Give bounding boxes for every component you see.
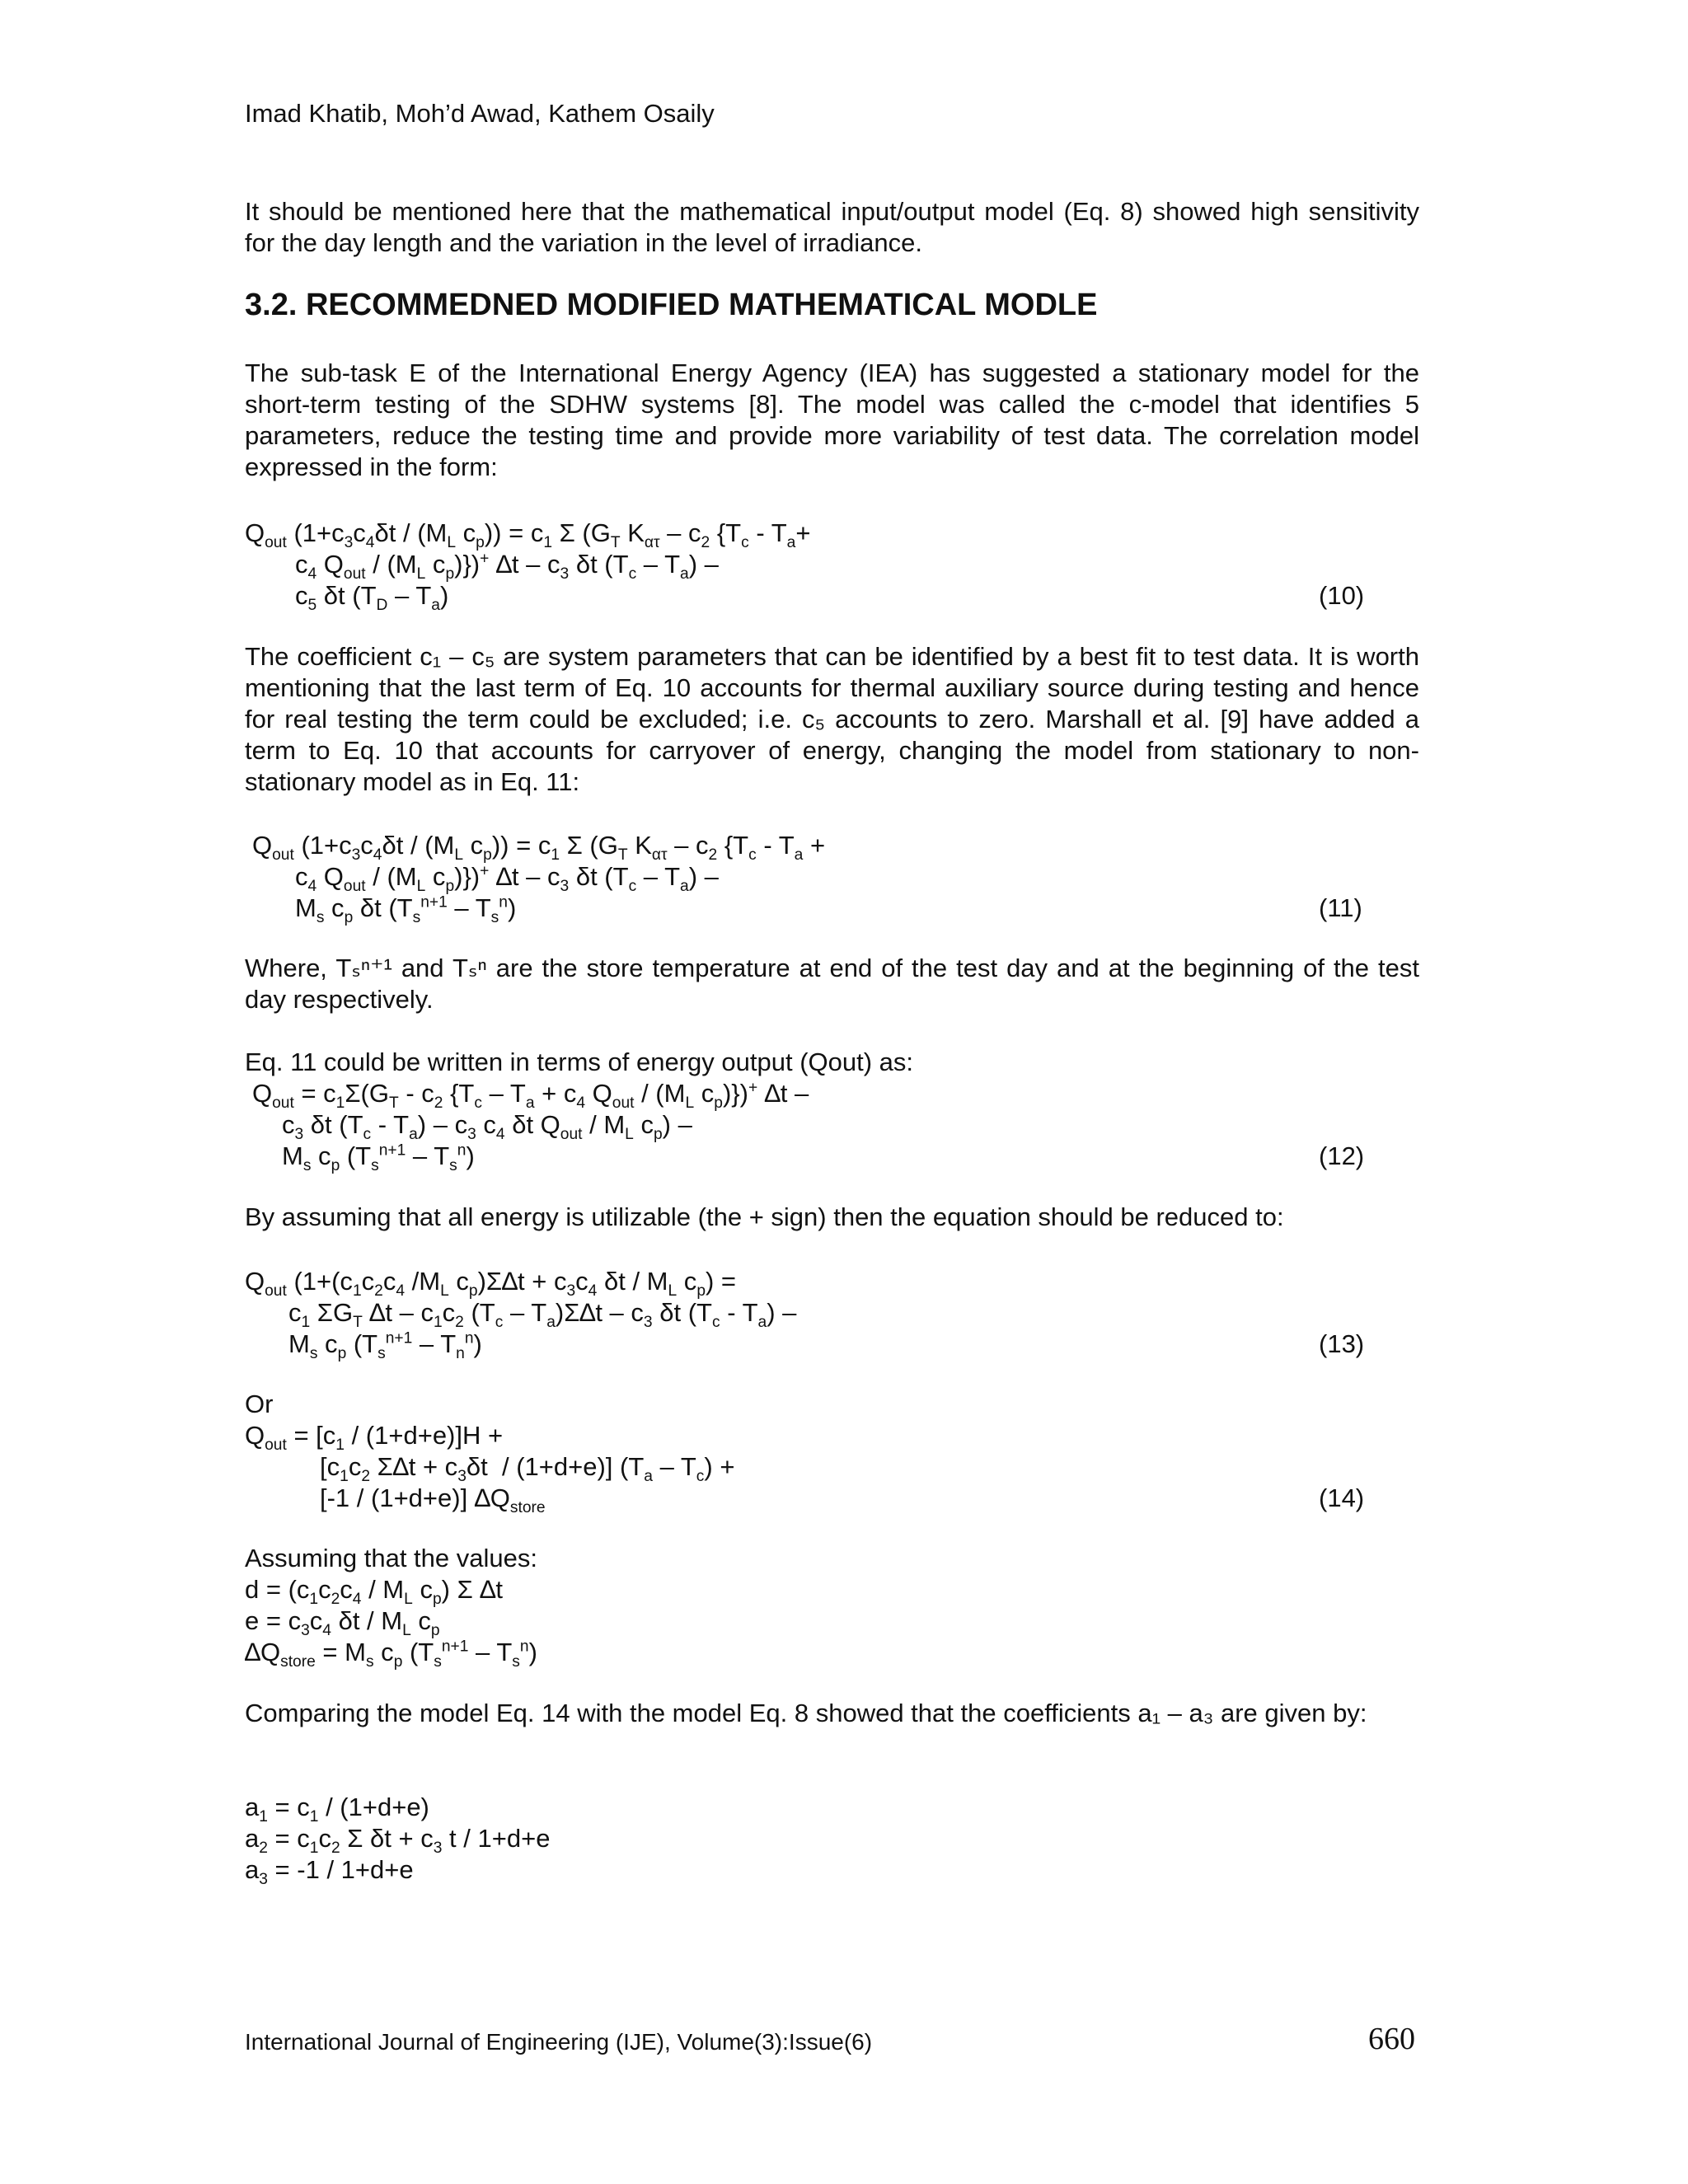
coefficient-a3: $a_3 = -1 / 1+d+e$: [245, 1855, 414, 1889]
equation-10-line-2: $c_4$ $Q_{out} / (M_L$ $c_p)\})^+$ $\Delta t - c_3$ δt $(T_c - T_a)$ –: [295, 550, 719, 583]
definition-d: $d = (c_1c_2c_4 / M_L$ $c_p$) Σ ∆t: [245, 1575, 503, 1609]
equation-10-number: (10): [1319, 581, 1365, 610]
equation-14-line-1: $Q_{out} = [c_1 / (1+d+e)]H$ +: [245, 1421, 504, 1455]
page-number: 660: [1368, 2022, 1415, 2056]
equation-12-number: (12): [1319, 1141, 1365, 1170]
equation-11-line-1: $Q_{out}$ ($1+c_3c_4\delta t / (M_L$ $c_p)) = c_1$ Σ ($G_T$ $K_{\alpha\tau} - c_2$ {$T_c - T_a$ +: [252, 831, 826, 865]
paragraph-assuming-values: Assuming that the values:: [245, 1544, 537, 1572]
paragraph-eq11-energy-output: Eq. 11 could be written in terms of energy output (Qout) as:: [245, 1047, 914, 1076]
section-heading: 3.2. RECOMMEDNED MODIFIED MATHEMATICAL MODLE: [245, 288, 1098, 322]
definition-e: $e = c_3c_4$ δt / $M_L$ $c_p$: [245, 1606, 440, 1640]
paragraph-coefficients: The coefficient c₁ – c₅ are system parameters that can be identified by a best fit to test data. It is worth mentioning that the last term of Eq. 10 accounts for thermal auxiliary source during testing and hence for real testing the term could be excluded; i.e. c₅ accounts to zero. Marshall et al. [9] have added a term to Eq. 10 that accounts for carryover of energy, changing the model from stationary to non-stationary model as in Eq. 11:: [245, 642, 1419, 796]
coefficient-a2: $a_2 = c_1c_2$ Σ $\delta t + c_3$ t / 1+d+e: [245, 1824, 551, 1858]
equation-14-line-2: [$c_1c_2$ $\Sigma\Delta t + c_3\delta t / (1+d+e)$] $(T_a - T_c)$ +: [320, 1452, 735, 1486]
equation-11-line-2: $c_4$ $Q_{out} / (M_L$ $c_p)\})^+$ $\Delta t - c_3$ δt $(T_c - T_a)$ –: [295, 862, 719, 896]
equation-11-line-3: $M_s$ $c_p$ δt $(T_s^{n+1} - T_s^n)$: [295, 893, 517, 927]
coefficient-a1: $a_1 = c_1 / (1+d+e)$: [245, 1793, 429, 1826]
intro-paragraph: It should be mentioned here that the mathematical input/output model (Eq. 8) showed high sensitivity for the day length and the variation in the level of irradiance.: [245, 197, 1419, 257]
paragraph-utilizable-energy: By assuming that all energy is utilizable (the + sign) then the equation should be reduced to:: [245, 1202, 1284, 1231]
definition-delta-q-store: $\Delta Q_{store} = M_s$ $c_p$ $(T_s^{n+1} - T_s^n)$: [245, 1638, 537, 1671]
running-header-authors: Imad Khatib, Moh’d Awad, Kathem Osaily: [245, 99, 715, 128]
equation-12-line-1: $Q_{out} = c_1\Sigma(G_T - c_2$ {$T_c - T_a + c_4$ $Q_{out} / (M_L$ $c_p)\})^+$ ∆t –: [252, 1079, 809, 1113]
equation-12-line-3: $M_s$ $c_p$ $(T_s^{n+1} - T_s^n)$: [282, 1141, 475, 1175]
equation-14-line-3: [-1 / (1+d+e)] $\Delta Q_{store}$: [320, 1483, 546, 1517]
paragraph-c-model: The sub-task E of the International Energy Agency (IEA) has suggested a stationary model for the short-term testing of the SDHW systems [8]. The model was called the c-model that identifies 5 parameters, reduce the testing time and provide more variability of test data. The correlation model expressed in the form:: [245, 359, 1419, 481]
paragraph-store-temperature: Where, Tₛⁿ⁺¹ and Tₛⁿ are the store temperature at end of the test day and at the beginning of the test day respectively.: [245, 954, 1419, 1014]
equation-13-line-3: $M_s$ $c_p$ $(T_s^{n+1} - T_n^n)$: [288, 1329, 482, 1363]
equation-11-number: (11): [1319, 893, 1362, 922]
equation-10-line-1: $Q_{out}$ ($1+c_3c_4\delta t / (M_L$ $c_p)) = c_1$ Σ ($G_T$ $K_{\alpha\tau} - c_2$ {$T_c - T_a+$: [245, 518, 811, 552]
equation-13-line-1: $Q_{out}$ ($1+(c_1c_2c_4$ $/M_L$ $c_p)\Sigma\Delta t + c_3c_4$ δt / $M_L$ $c_p$) =: [245, 1267, 737, 1301]
or-label: Or: [245, 1390, 274, 1418]
equation-13-line-2: $c_1$ $\Sigma G_T$ $\Delta t - c_1c_2$ $(T_c - T_a)\Sigma\Delta t - c_3$ δt $(T_c - T_a)$ –: [288, 1298, 797, 1332]
equation-12-line-2: $c_3$ δt $(T_c - T_a) - c_3$ $c_4$ δt $Q_{out} / M_L$ $c_p$) –: [282, 1110, 692, 1144]
equation-14-number: (14): [1319, 1483, 1365, 1512]
equation-10-line-3: $c_5$ δt $(T_D - T_a)$: [295, 581, 449, 615]
journal-footer: International Journal of Engineering (IJE), Volume(3):Issue(6): [245, 2029, 873, 2055]
paragraph-comparing-models: Comparing the model Eq. 14 with the model Eq. 8 showed that the coefficients a₁ – a₃ are given by:: [245, 1699, 1367, 1727]
equation-13-number: (13): [1319, 1329, 1365, 1358]
